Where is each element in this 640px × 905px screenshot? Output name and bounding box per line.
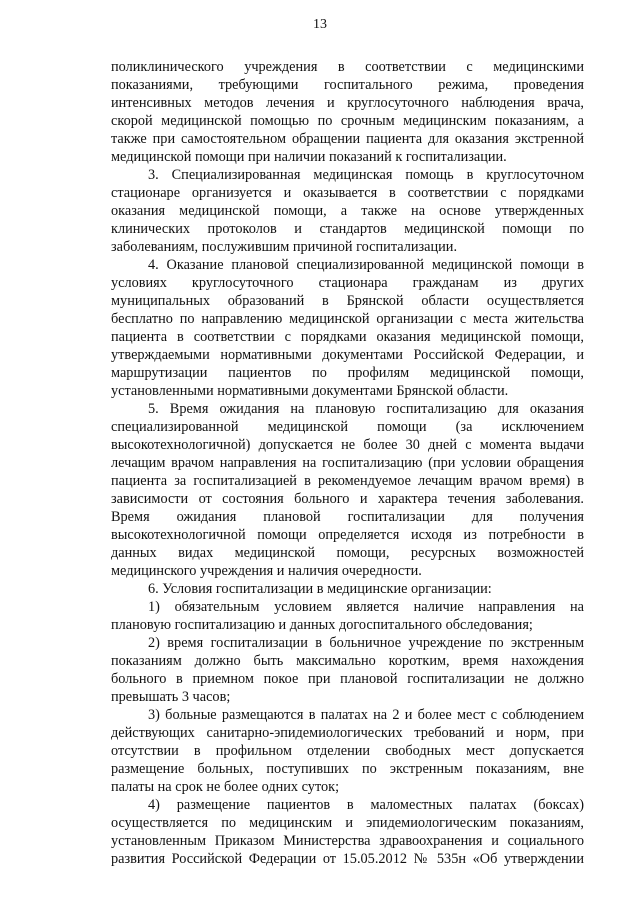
text-line: 1) обязательным условием является наличие направления на	[148, 599, 584, 615]
text-line: заболеваниям, послужившим причиной госпитализации.	[111, 239, 458, 255]
text-line: высокотехнологичной помощи определяется исходя из потребности в	[111, 527, 584, 543]
text-line: плановую госпитализацию и данных догоспитального обследования;	[111, 617, 533, 633]
text-line: также при самостоятельном обращении пациента для оказания экстренной	[111, 131, 584, 147]
text-line: медицинской помощи при наличии показаний к госпитализации.	[111, 149, 507, 165]
text-line: оказания медицинской помощи, а также на основе утвержденных	[111, 203, 584, 219]
text-line: размещение больных, поступивших по экстренным показаниям, вне	[111, 761, 584, 777]
text-line: 2) время госпитализации в больничное учреждение по экстренным	[148, 635, 584, 651]
text-line: данных видах медицинской помощи, ресурсных возможностей	[111, 545, 584, 561]
text-line: больного в приемном покое при плановой госпитализации не должно	[111, 671, 584, 687]
text-line: 6. Условия госпитализации в медицинские организации:	[148, 581, 492, 597]
text-line: медицинского учреждения и наличия очередности.	[111, 563, 422, 579]
text-line: условиях круглосуточного стационара гражданам из других	[111, 275, 584, 291]
text-line: пациента за госпитализацией в рекомендуемое лечащим врачом время) в	[111, 473, 584, 489]
text-line: осуществляется по медицинским и эпидемиологическим показаниям,	[111, 815, 584, 831]
text-line: показаниями, требующими госпитального режима, проведения	[111, 77, 584, 93]
text-line: показаниям должно быть максимально коротким, время нахождения	[111, 653, 584, 669]
text-line: 4) размещение пациентов в маломестных палатах (боксах)	[148, 797, 584, 813]
text-line: отсутствии в профильном отделении свободных мест допускается	[111, 743, 584, 759]
text-line: скорой медицинской помощью по срочным медицинским показаниям, а	[111, 113, 584, 129]
text-line: палаты на срок не более одних суток;	[111, 779, 340, 795]
text-line: муниципальных образований в Брянской области осуществляется	[111, 293, 584, 309]
text-line: установленными нормативными документами Брянской области.	[111, 383, 509, 399]
text-line: 3) больные размещаются в палатах на 2 и более мест с соблюдением	[148, 707, 584, 723]
text-line: лечащим врачом направления на госпитализацию (при условии обращения	[111, 455, 584, 471]
text-line: Время ожидания плановой госпитализации для получения	[111, 509, 584, 525]
text-line: клинических протоколов и стандартов медицинской помощи по	[111, 221, 584, 237]
page-number: 13	[313, 17, 327, 32]
text-line: установленным Приказом Министерства здравоохранения и социального	[111, 833, 584, 849]
text-line: высокотехнологичной) допускается не более 30 дней с момента выдачи	[111, 437, 584, 453]
text-line: пациента в соответствии с порядками оказания медицинской помощи,	[111, 329, 584, 345]
text-line: 4. Оказание плановой специализированной медицинской помощи в	[148, 257, 584, 273]
text-line: поликлинического учреждения в соответствии с медицинскими	[111, 59, 584, 75]
text-line: стационаре организуется и оказывается в соответствии с порядками	[111, 185, 584, 201]
text-line: утверждаемыми нормативными документами Российской Федерации, и	[111, 347, 584, 363]
text-line: 5. Время ожидания на плановую госпитализацию для оказания	[148, 401, 584, 417]
text-line: зависимости от состояния больного и характера течения заболевания.	[111, 491, 584, 507]
document-body	[111, 58, 584, 868]
text-line: действующих санитарно-эпидемиологических требований и норм, при	[111, 725, 584, 741]
text-line: развития Российской Федерации от 15.05.2012 № 535н «Об утверждении	[111, 851, 584, 867]
text-line: специализированной медицинской помощи (за исключением	[111, 419, 584, 435]
text-line: превышать 3 часов;	[111, 689, 231, 705]
text-line: маршрутизации пациентов по профилям медицинской помощи,	[111, 365, 584, 381]
text-line: бесплатно по направлению медицинской организации с места жительства	[111, 311, 584, 327]
text-line: 3. Специализированная медицинская помощь в круглосуточном	[148, 167, 584, 183]
text-line: интенсивных методов лечения и круглосуточного наблюдения врача,	[111, 95, 584, 111]
